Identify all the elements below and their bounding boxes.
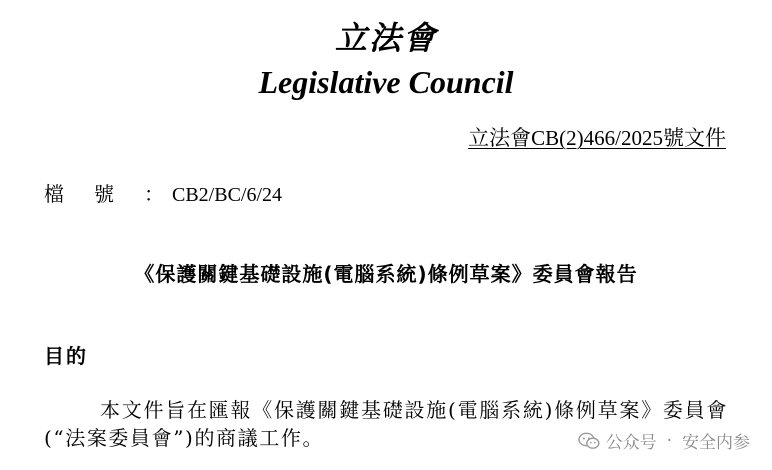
- header-english-name: Legislative Council: [258, 64, 514, 100]
- wechat-icon: [578, 432, 600, 450]
- file-number-row: [44, 180, 282, 209]
- section-heading: 目的: [44, 344, 88, 368]
- file-number-label: 檔號: [44, 182, 144, 206]
- watermark-separator: ·: [666, 430, 672, 451]
- report-title: 《保護關鍵基礎設施(電腦系統)條例草案》委員會報告: [134, 262, 638, 286]
- document-reference: 立法會CB(2)466/2025號文件: [468, 126, 726, 150]
- watermark: [578, 428, 750, 453]
- body-paragraph: 本文件旨在匯報《保護關鍵基礎設施(電腦系統)條例草案》委員會(“法案委員會”)的商議工作。: [44, 398, 728, 450]
- watermark-source: 公众号: [605, 433, 657, 453]
- file-number-value: CB2/BC/6/24: [172, 184, 283, 206]
- watermark-account: 安全内参: [682, 433, 750, 453]
- header-chinese-name: 立法會: [334, 19, 437, 57]
- file-number-colon: ：: [144, 182, 164, 206]
